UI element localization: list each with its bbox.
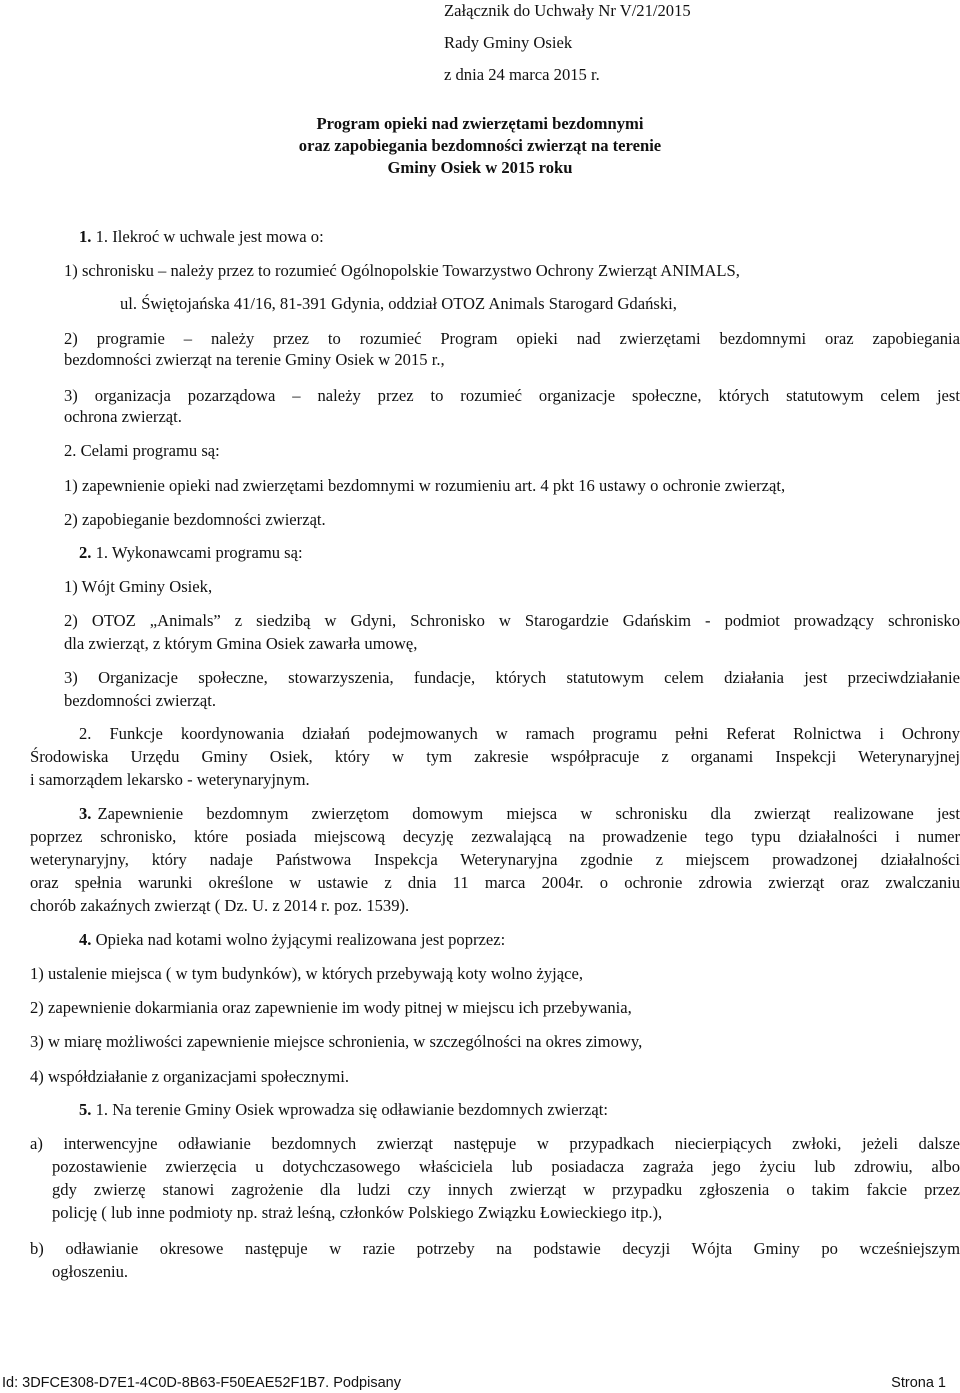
section-3-line-5: chorób zakaźnych zwierząt ( Dz. U. z 2014 r. poz. 1539). — [30, 896, 410, 915]
executor-2-line-2: dla zwierząt, z którym Gmina Osiek zawarła umowę, — [64, 634, 418, 653]
section-3-line-3: weterynaryjny, który nadaje Państwowa Inspekcja Weterynaryjna zgodnie z miejscem prowadzonej działalności — [30, 850, 960, 869]
coordination-line-3: i samorządem lekarsko - weterynaryjnym. — [30, 770, 310, 789]
title-line-1: Program opieki nad zwierzętami bezdomnymi — [316, 114, 644, 133]
capture-a-line-3: gdy zwierzę stanowi zagrożenie dla ludzi czy innych zwierząt w przypadku zgłoszenia o takim fakcie przez — [52, 1180, 960, 1199]
title-line-3: Gminy Osiek w 2015 roku — [387, 158, 573, 177]
title-line-2: oraz zapobiegania bezdomności zwierząt na terenie — [298, 136, 662, 155]
section-5-para-number: 1. — [95, 1100, 109, 1119]
definition-3-line-2: ochrona zwierząt. — [64, 407, 182, 426]
capture-a-line-2: pozostawienie zwierzęcia u dotychczasowego właściciela lub posiadacza zagraża jego życiu lub zdrowiu, albo — [52, 1157, 960, 1176]
capture-a-line-1: a) interwencyjne odławianie bezdomnych zwierząt następuje w przypadkach niecierpiących zwłoki, jeżeli dalsze — [30, 1134, 960, 1153]
section-1-number: 1. — [79, 227, 92, 246]
cats-item-2: 2) zapewnienie dokarmiania oraz zapewnienie im wody pitnej w miejscu ich przebywania, — [30, 998, 632, 1017]
section-3-text-1: Zapewnienie bezdomnym zwierzętom domowym miejsca w schronisku dla zwierząt realizowane jest — [97, 804, 960, 823]
section-1-intro: Ilekroć w uchwale jest mowa o: — [112, 227, 324, 246]
goal-2: 2) zapobieganie bezdomności zwierząt. — [64, 510, 326, 529]
header-line-2: Rady Gminy Osiek — [444, 33, 573, 52]
section-2-para-number: 1. — [95, 543, 109, 562]
cats-item-4: 4) współdziałanie z organizacjami społecznymi. — [30, 1067, 350, 1086]
header-line-3: z dnia 24 marca 2015 r. — [444, 65, 600, 84]
executor-3-line-2: bezdomności zwierząt. — [64, 691, 217, 710]
definition-1-line-1: 1) schronisku – należy przez to rozumieć Ogólnopolskie Towarzystwo Ochrony Zwierząt ANIMALS, — [64, 261, 740, 280]
executor-2-line-1: 2) OTOZ „Animals” z siedzibą w Gdyni, Schronisko w Starogardzie Gdańskim - podmiot prowadzący schronisko — [64, 611, 960, 630]
section-3-line-4: oraz spełnia warunki określone w ustawie z dnia 11 marca 2004r. o ochronie zdrowia zwierząt oraz zwalczaniu — [30, 873, 960, 892]
definition-1-line-2: ul. Świętojańska 41/16, 81-391 Gdynia, oddział OTOZ Animals Starogard Gdański, — [120, 294, 677, 313]
section-2-number: 2. — [79, 543, 92, 562]
capture-b-line-2: ogłoszeniu. — [52, 1262, 129, 1281]
definition-2-line-2: bezdomności zwierząt na terenie Gminy Osiek w 2015 r., — [64, 350, 445, 369]
coordination-line-2: Środowiska Urzędu Gminy Osiek, który w tym zakresie współpracuje z organami Inspekcji Weterynaryjnej — [30, 747, 960, 766]
goal-1: 1) zapewnienie opieki nad zwierzętami bezdomnymi w rozumieniu art. 4 pkt 16 ustawy o ochronie zwierząt, — [64, 476, 786, 495]
section-1-para-number: 1. — [95, 227, 109, 246]
footer-document-id: Id: 3DFCE308-D7E1-4C0D-8B63-F50EAE52F1B7. Podpisany — [2, 1375, 401, 1391]
footer-page-number: Strona 1 — [891, 1375, 946, 1391]
section-3-number: 3. — [79, 804, 92, 823]
cats-item-1: 1) ustalenie miejsca ( w tym budynków), w których przebywają koty wolno żyjące, — [30, 964, 583, 983]
capture-a-line-4: policję ( lub inne podmioty np. straż leśną, członków Polskiego Związku Łowieckiego itp.), — [52, 1203, 663, 1222]
section-4-intro: Opieka nad kotami wolno żyjącymi realizowana jest poprzez: — [95, 930, 506, 949]
section-4-number: 4. — [79, 930, 92, 949]
capture-b-line-1: b) odławianie okresowe następuje w razie potrzeby na podstawie decyzji Wójta Gminy po wcześniejszym — [30, 1239, 960, 1258]
section-3-line-1 — [79, 804, 960, 824]
section-2-heading — [79, 543, 303, 563]
header-line-1: Załącznik do Uchwały Nr V/21/2015 — [444, 1, 691, 20]
section-3-line-2: poprzez schronisko, które posiada miejscową decyzję zezwalającą na prowadzenie tego typu działalności i numer — [30, 827, 960, 846]
definition-3-line-1: 3) organizacja pozarządowa – należy przez to rozumieć organizacje społeczne, których statutowym celem jest — [64, 386, 960, 405]
definition-2-line-1: 2) programie – należy przez to rozumieć Program opieki nad zwierzętami bezdomnymi oraz zapobiegania — [64, 329, 960, 348]
section-4-heading — [79, 930, 505, 950]
section-5-heading — [79, 1100, 608, 1120]
section-2-intro: Wykonawcami programu są: — [111, 543, 303, 562]
cats-item-3: 3) w miarę możliwości zapewnienie miejsce schronienia, w szczególności na okres zimowy, — [30, 1032, 643, 1051]
coordination-line-1: 2. Funkcje koordynowania działań podejmowanych w ramach programu pełni Referat Rolnictwa i Ochrony — [79, 724, 960, 743]
executor-3-line-1: 3) Organizacje społeczne, stowarzyszenia, fundacje, których statutowym celem działania jest przeciwdziałanie — [64, 668, 960, 687]
section-1-heading — [79, 227, 324, 247]
goals-heading: 2. Celami programu są: — [64, 441, 220, 460]
section-5-number: 5. — [79, 1100, 92, 1119]
section-5-intro: Na terenie Gminy Osiek wprowadza się odławianie bezdomnych zwierząt: — [112, 1100, 608, 1119]
executor-1: 1) Wójt Gminy Osiek, — [64, 577, 213, 596]
